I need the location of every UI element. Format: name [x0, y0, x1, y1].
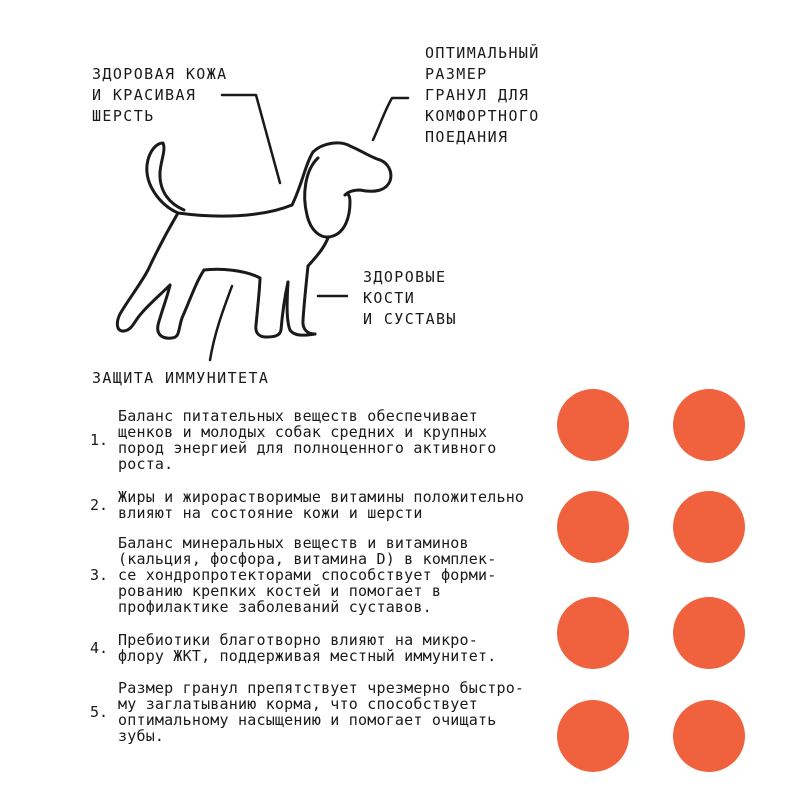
orange-dot [557, 389, 629, 461]
list-item-text: Жиры и жирорастворимые витамины положительно влияют на состояние кожи и шерсти [118, 488, 525, 522]
list-item-text: Баланс минеральных веществ и витаминов (кальция, фосфора, витамина D) в комплек- се хондропротекторами способствует форми- рованию крепких костей и помогает в профилактике заболеваний суставов. [118, 534, 497, 616]
list-item-text: Пребиотики благотворно влияют на микро- флору ЖКТ, поддерживая местный иммунитет. [118, 631, 497, 665]
orange-dot [557, 700, 629, 772]
list-item [90, 535, 550, 615]
list-item [90, 489, 550, 521]
label-kibble-size: ОПТИМАЛЬНЫЙ РАЗМЕР ГРАНУЛ ДЛЯ КОМФОРТНОГО ПОЕДАНИЯ [425, 44, 540, 146]
list-item [90, 680, 550, 744]
orange-dot [673, 491, 745, 563]
orange-dot [673, 700, 745, 772]
list-item-number: 1. [90, 431, 109, 449]
label-healthy-bones: ЗДОРОВЫЕ КОСТИ И СУСТАВЫ [363, 268, 457, 328]
orange-dot [673, 389, 745, 461]
list-item-text: Баланс питательных веществ обеспечивает щенков и молодых собак средних и крупных пород энергией для полноценного активного роста. [118, 407, 497, 473]
orange-dot [557, 491, 629, 563]
list-item [90, 408, 550, 472]
list-item-number: 3. [90, 566, 109, 584]
list-item-text: Размер гранул препятствует чрезмерно быстро- му заглатыванию корма, что способствует оптимальному насыщению и помогает очищать зубы. [118, 679, 525, 745]
orange-dot [557, 597, 629, 669]
list-item [90, 632, 550, 664]
label-immunity: ЗАЩИТА ИММУНИТЕТА [92, 369, 270, 387]
list-item-number: 2. [90, 496, 109, 514]
orange-dot [673, 597, 745, 669]
list-item-number: 5. [90, 703, 109, 721]
list-item-number: 4. [90, 639, 109, 657]
label-healthy-skin: ЗДОРОВАЯ КОЖА И КРАСИВАЯ ШЕРСТЬ [92, 65, 228, 125]
